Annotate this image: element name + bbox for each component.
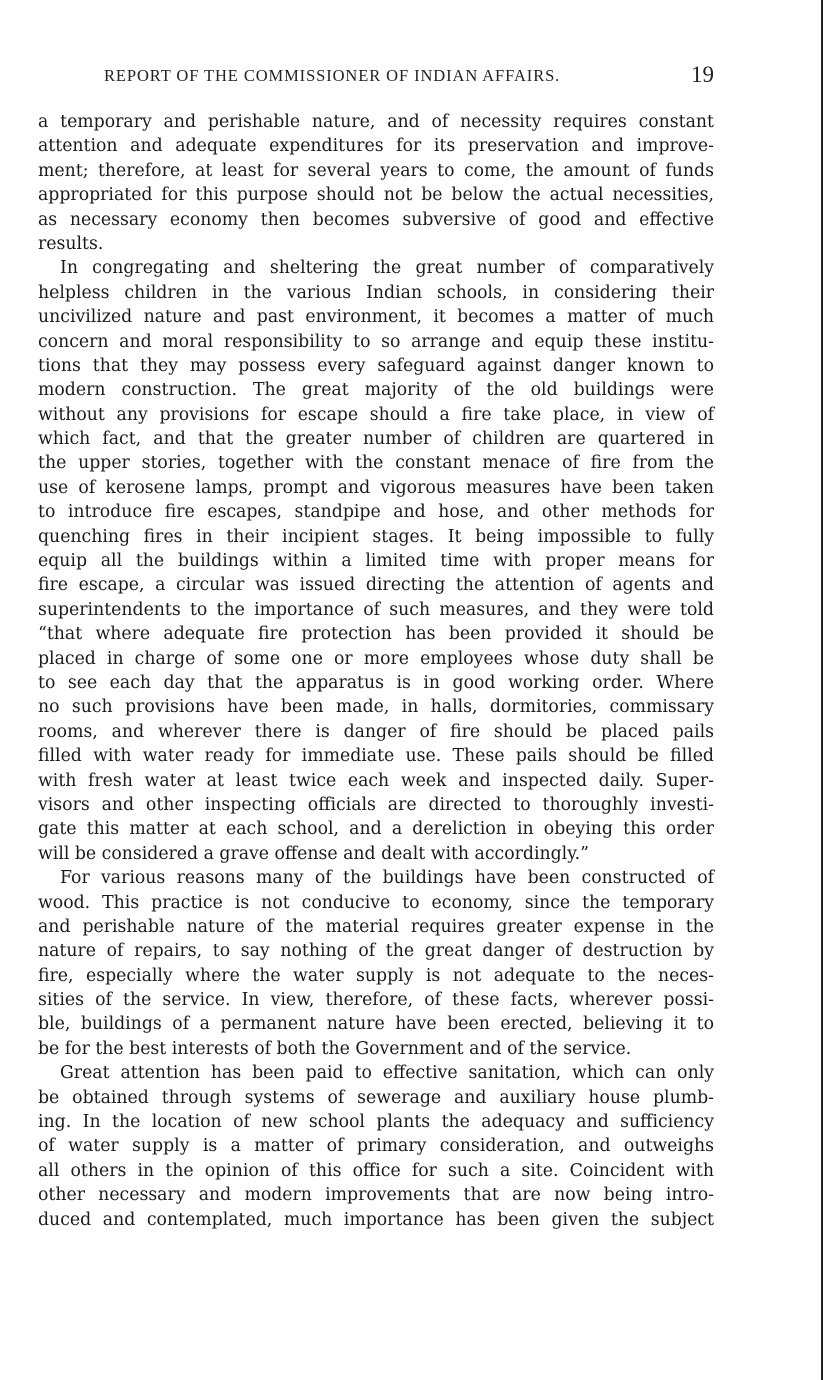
text-line: concern and moral responsibility to so arrange and equip these institu- [38,331,714,352]
paragraph-4 [38,1061,714,1232]
text-line: to see each day that the apparatus is in good working order. Where [38,672,714,693]
text-line: rooms, and wherever there is danger of fire should be placed pails [38,721,714,742]
text-line: the upper stories, together with the constant menace of fire from the [38,453,714,474]
text-line: to introduce fire escapes, standpipe and hose, and other methods for [38,502,714,523]
text-line: Great attention has been paid to effective sanitation, which can only [60,1063,714,1084]
text-line: placed in charge of some one or more employees whose duty shall be [38,648,714,669]
text-line: “that where adequate fire protection has been provided it should be [38,624,714,645]
text-line: nature of repairs, to say nothing of the great danger of destruction by [38,941,714,962]
text-line: with fresh water at least twice each week and inspected daily. Super- [38,770,714,791]
text-line: quenching fires in their incipient stages. It being impossible to fully [38,526,714,547]
text-line: modern construction. The great majority of the old buildings were [38,380,714,401]
page-number: 19 [691,62,714,87]
paragraph-1 [38,110,714,256]
text-line: superintendents to the importance of such measures, and they were told [38,599,714,620]
text-line: sities of the service. In view, therefore, of these facts, wherever possi- [38,990,714,1011]
text-line: uncivilized nature and past environment, it becomes a matter of much [38,307,714,328]
text-line: tions that they may possess every safeguard against danger known to [38,355,714,376]
text-line: filled with water ready for immediate use. These pails should be filled [38,746,714,767]
text-line: ble, buildings of a permanent nature have been erected, believing it to [38,1014,714,1035]
text-line: equip all the buildings within a limited time with proper means for [38,551,714,572]
text-line: attention and adequate expenditures for its preservation and improve- [38,136,714,157]
text-line: visors and other inspecting officials are directed to thoroughly investi- [38,794,714,815]
text-line: ing. In the location of new school plants the adequacy and sufficiency [38,1112,714,1133]
text-line: appropriated for this purpose should not be below the actual necessities, [38,185,714,206]
text-line: all others in the opinion of this office for such a site. Coincident with [38,1160,714,1181]
text-line: fire escape, a circular was issued directing the attention of agents and [38,575,714,596]
text-line: gate this matter at each school, and a dereliction in obeying this order [38,819,714,840]
text-line: other necessary and modern improvements that are now being intro- [38,1185,714,1206]
text-line: ment; therefore, at least for several years to come, the amount of funds [38,160,714,181]
text-line: In congregating and sheltering the great number of comparatively [60,258,714,279]
paragraph-3 [38,866,714,1061]
text-line: be for the best interests of both the Government and of the service. [38,1038,632,1059]
text-line: For various reasons many of the buildings have been constructed of [60,868,714,889]
text-line: results. [38,233,104,254]
text-line: will be considered a grave offense and dealt with accordingly.” [38,843,589,864]
text-line: use of kerosene lamps, prompt and vigorous measures have been taken [38,477,714,498]
text-line: fire, especially where the water supply is not adequate to the neces- [38,965,714,986]
page-header [38,62,714,92]
text-line: without any provisions for escape should a fire take place, in view of [38,404,714,425]
text-line: duced and contemplated, much importance has been given the subject [38,1209,714,1230]
text-line: be obtained through systems of sewerage and auxiliary house plumb- [38,1087,714,1108]
text-line: which fact, and that the greater number of children are quartered in [38,429,714,450]
body-text [38,110,714,1232]
text-line: of water supply is a matter of primary consideration, and outweighs [38,1136,714,1157]
text-line: a temporary and perishable nature, and of necessity requires constant [38,112,714,132]
text-line: as necessary economy then becomes subversive of good and effective [38,209,714,230]
text-line: and perishable nature of the material requires greater expense in the [38,916,714,937]
text-line: no such provisions have been made, in halls, dormitories, commissary [38,697,714,718]
text-line: helpless children in the various Indian schools, in considering their [38,282,714,303]
paragraph-2 [38,256,714,866]
text-line: wood. This practice is not conducive to economy, since the temporary [38,892,714,913]
running-head: REPORT OF THE COMMISSIONER OF INDIAN AFFAIRS. [104,66,561,85]
